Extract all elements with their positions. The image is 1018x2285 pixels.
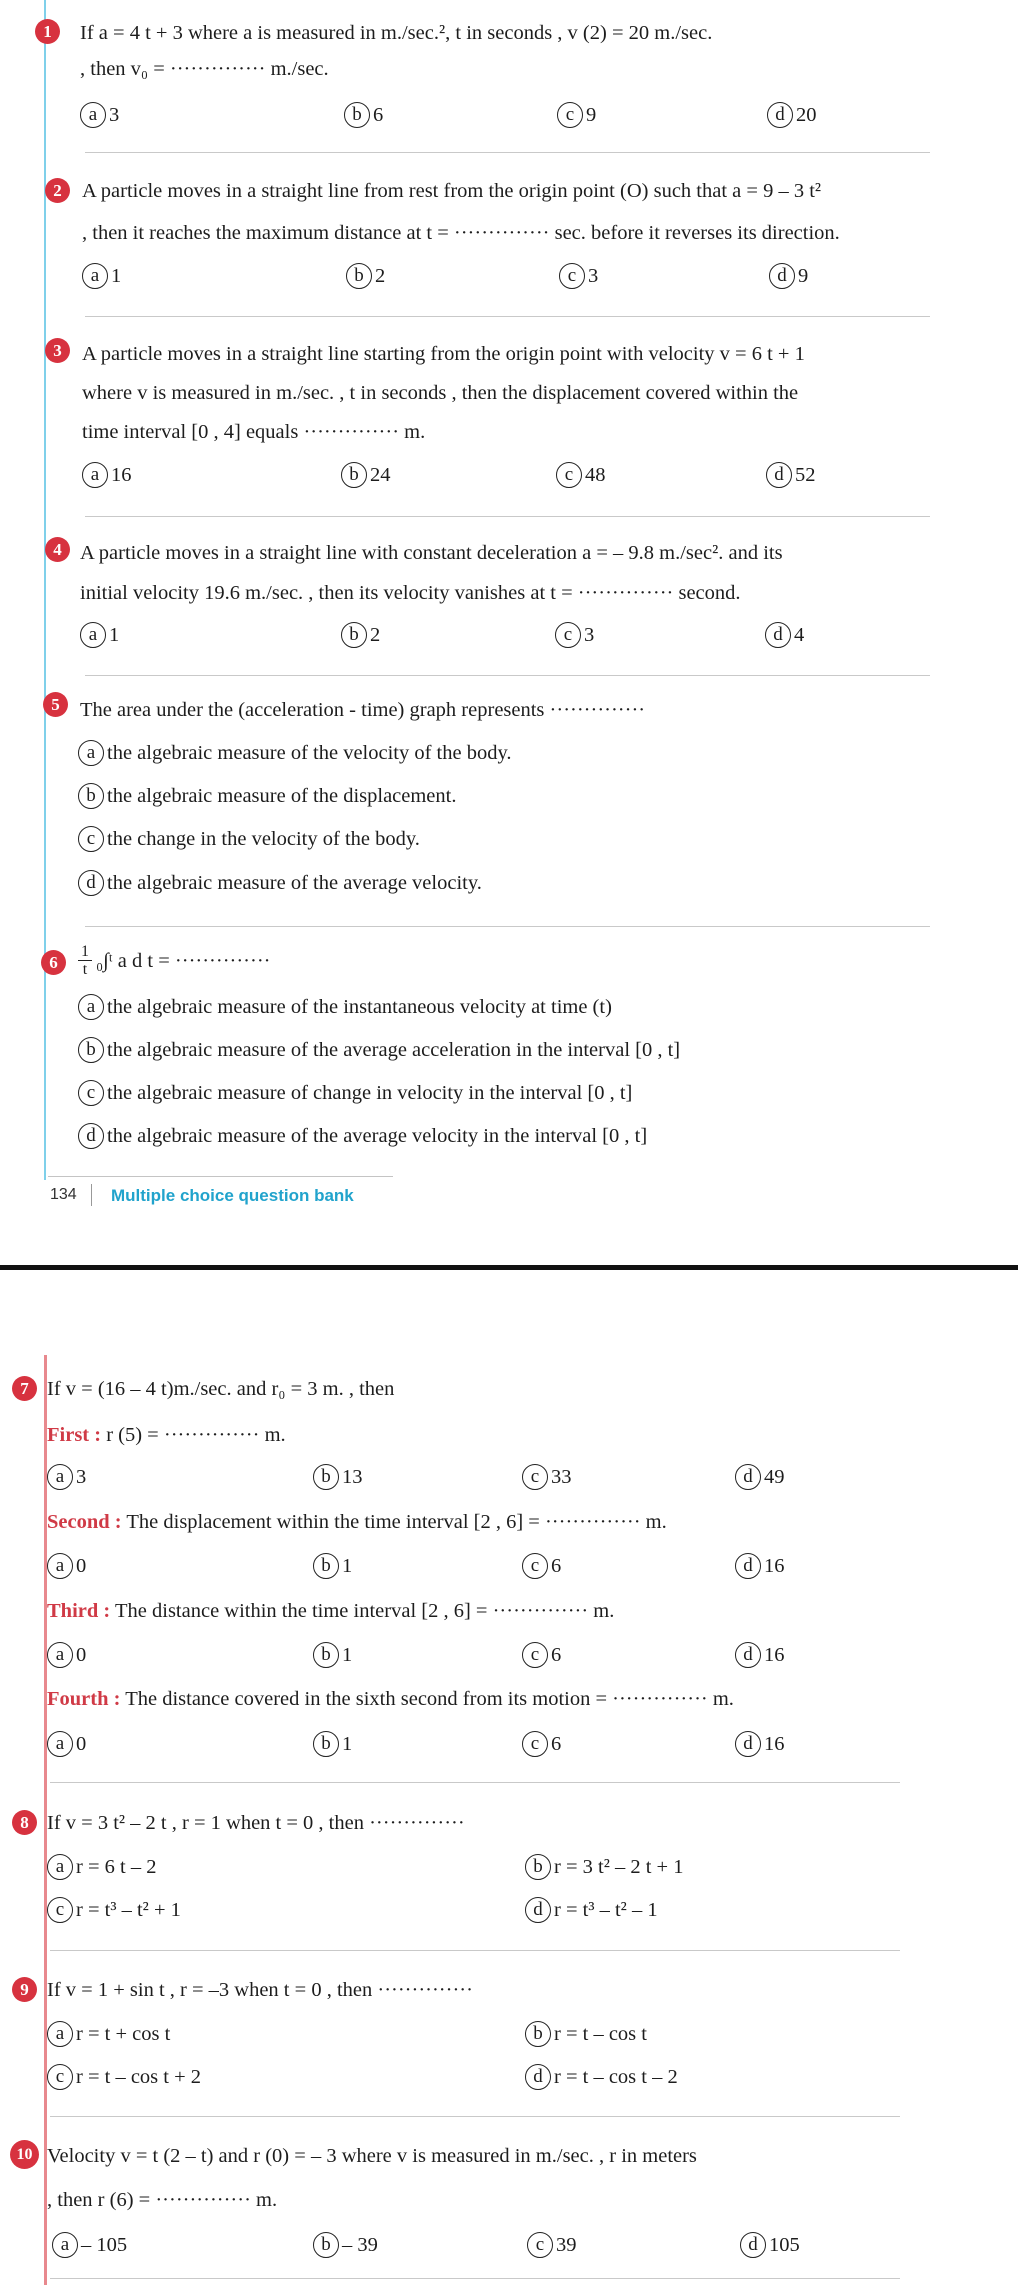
q10-option-a[interactable]: a – 105 bbox=[52, 2232, 127, 2258]
separator bbox=[50, 1950, 900, 1951]
q6-option-c[interactable]: c the algebraic measure of change in velocity in the interval [0 , t] bbox=[78, 1080, 632, 1106]
separator bbox=[85, 926, 930, 927]
question-number-10: 10 bbox=[10, 2140, 39, 2169]
question-number-7: 7 bbox=[12, 1376, 37, 1401]
q8-option-b[interactable]: b r = 3 t² – 2 t + 1 bbox=[525, 1854, 684, 1880]
q3-option-b[interactable]: b 24 bbox=[341, 462, 391, 488]
q5-option-a[interactable]: a the algebraic measure of the velocity of the body. bbox=[78, 740, 512, 766]
q2-option-c[interactable]: c 3 bbox=[559, 263, 598, 289]
q7-first-option-a[interactable]: a 3 bbox=[47, 1464, 86, 1490]
q7-first-option-b[interactable]: b 13 bbox=[313, 1464, 363, 1490]
q7-first-option-d[interactable]: d 49 bbox=[735, 1464, 785, 1490]
separator bbox=[50, 2116, 900, 2117]
question-number-5: 5 bbox=[43, 692, 68, 717]
q8-option-c[interactable]: c r = t³ – t² + 1 bbox=[47, 1897, 181, 1923]
q10-line1: Velocity v = t (2 – t) and r (0) = – 3 where v is measured in m./sec. , r in meters bbox=[47, 2145, 697, 2167]
footer-divider bbox=[48, 1176, 393, 1177]
q5-option-b[interactable]: b the algebraic measure of the displacement. bbox=[78, 783, 456, 809]
q5-line1: The area under the (acceleration - time) graph represents ·············· bbox=[80, 699, 646, 721]
q4-option-d[interactable]: d 4 bbox=[765, 622, 804, 648]
q6-option-a[interactable]: a the algebraic measure of the instantaneous velocity at time (t) bbox=[78, 994, 612, 1020]
q10-line2: , then r (6) = ·············· m. bbox=[47, 2189, 278, 2211]
q7-fourth: Fourth : The distance covered in the sixth second from its motion = ·············· m. bbox=[47, 1688, 734, 1710]
q4-line2: initial velocity 19.6 m./sec. , then its velocity vanishes at t = ·············· second. bbox=[80, 582, 741, 604]
q7-second-option-c[interactable]: c 6 bbox=[522, 1553, 561, 1579]
q7-third-option-c[interactable]: c 6 bbox=[522, 1642, 561, 1668]
q10-option-c[interactable]: c 39 bbox=[527, 2232, 577, 2258]
q5-option-c[interactable]: c the change in the velocity of the body. bbox=[78, 826, 420, 852]
q7-line1: If v = (16 – 4 t)m./sec. and r₀ = 3 m. , then bbox=[47, 1378, 395, 1400]
separator bbox=[85, 152, 930, 153]
q4-option-b[interactable]: b 2 bbox=[341, 622, 380, 648]
question-number-2: 2 bbox=[45, 178, 70, 203]
q7-third-option-a[interactable]: a 0 bbox=[47, 1642, 86, 1668]
footer-bar bbox=[91, 1184, 92, 1206]
q7-third-option-b[interactable]: b 1 bbox=[313, 1642, 352, 1668]
q7-third-option-d[interactable]: d 16 bbox=[735, 1642, 785, 1668]
q7-fourth-option-c[interactable]: c 6 bbox=[522, 1731, 561, 1757]
q3-line3: time interval [0 , 4] equals ·············· m. bbox=[82, 421, 426, 443]
q1-line1: If a = 4 t + 3 where a is measured in m./sec.², t in seconds , v (2) = 20 m./sec. bbox=[80, 22, 713, 44]
q8-option-a[interactable]: a r = 6 t – 2 bbox=[47, 1854, 156, 1880]
question-number-9: 9 bbox=[12, 1977, 37, 2002]
q9-option-a[interactable]: a r = t + cos t bbox=[47, 2021, 170, 2047]
q7-fourth-option-a[interactable]: a 0 bbox=[47, 1731, 86, 1757]
footer-title: Multiple choice question bank bbox=[111, 1186, 354, 1205]
q9-option-d[interactable]: d r = t – cos t – 2 bbox=[525, 2064, 678, 2090]
separator bbox=[85, 316, 930, 317]
q3-line1: A particle moves in a straight line starting from the origin point with velocity v = 6 t + 1 bbox=[82, 343, 805, 365]
q4-option-a[interactable]: a 1 bbox=[80, 622, 119, 648]
separator bbox=[50, 1782, 900, 1783]
q1-line2: , then v₀ = ·············· m./sec. bbox=[80, 58, 329, 80]
q3-option-a[interactable]: a 16 bbox=[82, 462, 132, 488]
q4-option-c[interactable]: c 3 bbox=[555, 622, 594, 648]
q6-fraction: $\frac{1}{t}$ bbox=[78, 943, 92, 978]
question-number-8: 8 bbox=[12, 1810, 37, 1835]
q6-expression: $\frac{1}{t}$ ₀∫ᵗ a d t = ·············· bbox=[78, 943, 271, 978]
question-number-1: 1 bbox=[35, 19, 60, 44]
q5-option-d[interactable]: d the algebraic measure of the average velocity. bbox=[78, 870, 482, 896]
q7-fourth-option-d[interactable]: d 16 bbox=[735, 1731, 785, 1757]
q3-option-d[interactable]: d 52 bbox=[766, 462, 816, 488]
q6-option-d[interactable]: d the algebraic measure of the average velocity in the interval [0 , t] bbox=[78, 1123, 647, 1149]
q2-option-b[interactable]: b 2 bbox=[346, 263, 385, 289]
separator bbox=[85, 675, 930, 676]
q9-option-b[interactable]: b r = t – cos t bbox=[525, 2021, 647, 2047]
page-135 bbox=[0, 1270, 1018, 2285]
separator bbox=[50, 2278, 900, 2279]
q2-option-d[interactable]: d 9 bbox=[769, 263, 808, 289]
q7-second: Second : The displacement within the time interval [2 , 6] = ·············· m. bbox=[47, 1511, 667, 1533]
q4-line1: A particle moves in a straight line with constant deceleration a = – 9.8 m./sec². and its bbox=[80, 542, 783, 564]
q7-first: First : r (5) = ·············· m. bbox=[47, 1424, 286, 1446]
q9-option-c[interactable]: c r = t – cos t + 2 bbox=[47, 2064, 201, 2090]
q7-second-option-d[interactable]: d 16 bbox=[735, 1553, 785, 1579]
q3-option-c[interactable]: c 48 bbox=[556, 462, 606, 488]
page-number: 134 bbox=[50, 1186, 77, 1203]
question-number-3: 3 bbox=[45, 338, 70, 363]
q8-option-d[interactable]: d r = t³ – t² – 1 bbox=[525, 1897, 658, 1923]
q9-line1: If v = 1 + sin t , r = –3 when t = 0 , then ·············· bbox=[47, 1979, 473, 2001]
question-number-4: 4 bbox=[45, 537, 70, 562]
q7-third: Third : The distance within the time interval [2 , 6] = ·············· m. bbox=[47, 1600, 615, 1622]
q3-line2: where v is measured in m./sec. , t in seconds , then the displacement covered within the bbox=[82, 382, 799, 404]
q10-option-d[interactable]: d 105 bbox=[740, 2232, 800, 2258]
q7-fourth-option-b[interactable]: b 1 bbox=[313, 1731, 352, 1757]
q7-second-option-a[interactable]: a 0 bbox=[47, 1553, 86, 1579]
q2-line2: , then it reaches the maximum distance at t = ·············· sec. before it reverses its direction. bbox=[82, 222, 840, 244]
margin-line bbox=[44, 0, 46, 1180]
q8-line1: If v = 3 t² – 2 t , r = 1 when t = 0 , then ·············· bbox=[47, 1812, 465, 1834]
q10-option-b[interactable]: b – 39 bbox=[313, 2232, 378, 2258]
q6-option-b[interactable]: b the algebraic measure of the average acceleration in the interval [0 , t] bbox=[78, 1037, 680, 1063]
q1-option-a[interactable]: a 3 bbox=[80, 102, 119, 128]
separator bbox=[85, 516, 930, 517]
q1-option-c[interactable]: c 9 bbox=[557, 102, 596, 128]
q7-first-option-c[interactable]: c 33 bbox=[522, 1464, 572, 1490]
q1-option-d[interactable]: d 20 bbox=[767, 102, 817, 128]
question-number-6: 6 bbox=[41, 950, 66, 975]
q7-second-option-b[interactable]: b 1 bbox=[313, 1553, 352, 1579]
q2-line1: A particle moves in a straight line from rest from the origin point (O) such that a = 9 – 3 t² bbox=[82, 180, 822, 202]
q2-option-a[interactable]: a 1 bbox=[82, 263, 121, 289]
q1-option-b[interactable]: b 6 bbox=[344, 102, 383, 128]
